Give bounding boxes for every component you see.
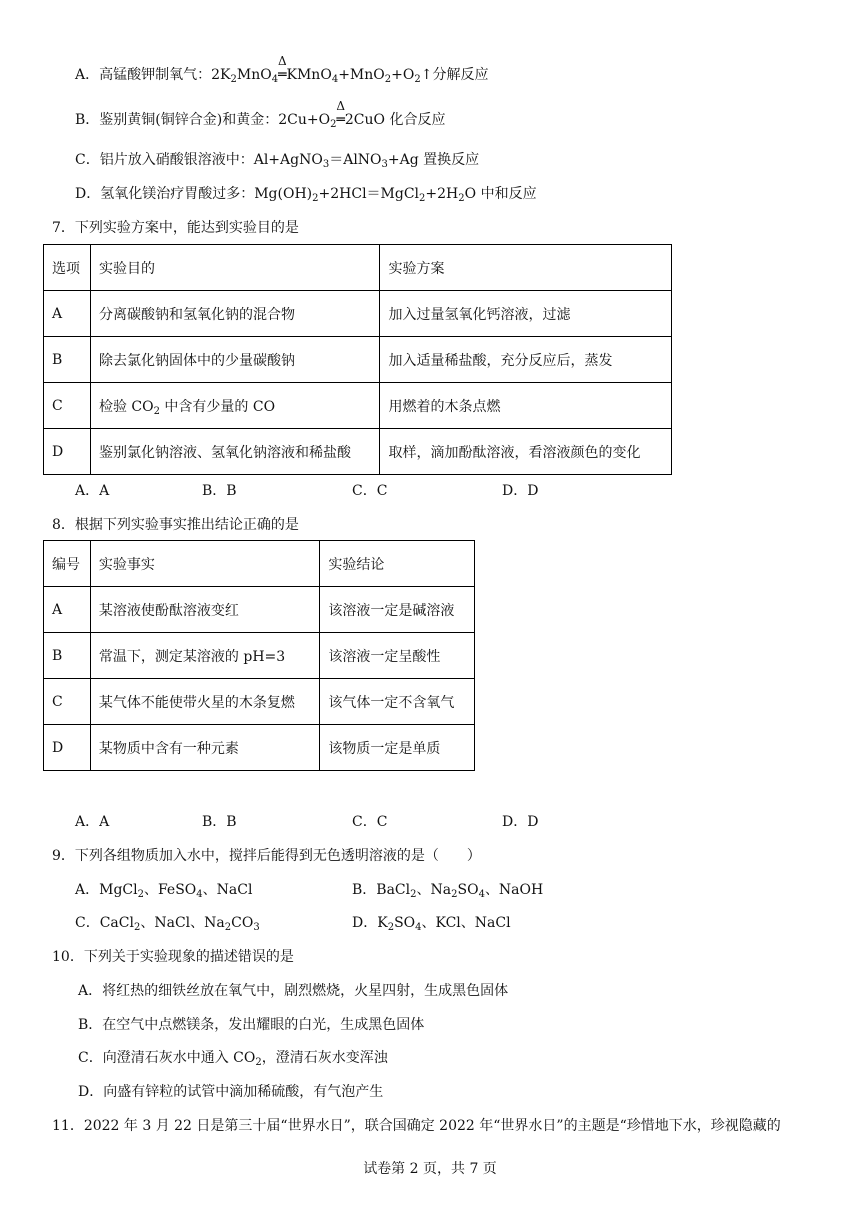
q6-option-d: D．氢氧化镁治疗胃酸过多：$Mg(OH)_2+2HCl=MgCl_2+2H_2O$ 中和反应	[75, 186, 537, 204]
table-cell: 加入过量氢氧化钙溶液，过滤	[380, 291, 672, 337]
q9-stem: 9．下列各组物质加入水中，搅拌后能得到无色透明溶液的是（ ）	[52, 848, 481, 864]
table-row	[44, 541, 475, 587]
q6-option-a: A．高锰酸钾制氧气：$2K_2MnO_4$ Δ $═KMnO_4+MnO_2+O_2↑$分解反应	[75, 54, 489, 85]
q10-option-c: C．向澄清石灰水中通入 $CO_2$，澄清石灰水变浑浊	[78, 1050, 388, 1068]
table-row	[44, 633, 475, 679]
table-row	[44, 679, 475, 725]
table-cell: 取样，滴加酚酞溶液，看溶液颜色的变化	[380, 429, 672, 475]
table-cell: 分离碳酸钠和氢氧化钠的混合物	[90, 291, 380, 337]
table-row	[44, 429, 672, 475]
q7-option: C．C	[352, 483, 388, 499]
q6-option-b: B．鉴别黄铜(铜锌合金)和黄金：$2Cu+O_2$ Δ ═2CuO 化合反应	[75, 99, 446, 130]
table-row	[44, 383, 672, 429]
table-header: 实验目的	[90, 245, 380, 291]
table-header: 实验结论	[320, 541, 475, 587]
q10-option-b: B．在空气中点燃镁条，发出耀眼的白光，生成黑色固体	[78, 1017, 425, 1033]
table-cell: C	[44, 679, 91, 725]
table-header: 实验方案	[380, 245, 672, 291]
q9-option-b: B．BaCl$_2$、$Na_2SO_4$、NaOH	[352, 882, 544, 900]
table-cell: 该气体一定不含氧气	[320, 679, 475, 725]
q10-option-a: A．将红热的细铁丝放在氧气中，剧烈燃烧，火星四射，生成黑色固体	[78, 983, 509, 999]
q8-option: C．C	[352, 814, 388, 830]
q9-option-d: D．$K_2SO_4$、KCl、NaCl	[352, 915, 511, 933]
page-footer: 试卷第 2 页，共 7 页	[363, 1161, 497, 1177]
table-cell: D	[44, 725, 91, 771]
q7-option: B．B	[202, 483, 237, 499]
table-header: 编号	[44, 541, 91, 587]
table-cell: A	[44, 291, 91, 337]
table-cell: 鉴别氯化钠溶液、氢氧化钠溶液和稀盐酸	[90, 429, 380, 475]
q9-option-c: C．CaCl$_2$、NaCl、$Na_2CO_3$	[75, 915, 260, 933]
table-cell: 某溶液使酚酞溶液变红	[90, 587, 319, 633]
table-row	[44, 291, 672, 337]
q7-option: A．A	[75, 483, 110, 499]
q7-stem: 7．下列实验方案中，能达到实验目的是	[52, 220, 299, 236]
q8-stem: 8．根据下列实验事实推出结论正确的是	[52, 517, 299, 533]
q8-table	[43, 540, 475, 771]
table-cell: 用燃着的木条点燃	[380, 383, 672, 429]
q10-stem: 10．下列关于实验现象的描述错误的是	[52, 949, 294, 965]
table-row	[44, 245, 672, 291]
q8-option: B．B	[202, 814, 237, 830]
table-cell: A	[44, 587, 91, 633]
q9-option-a: A．MgCl$_2$、FeSO$_4$、NaCl	[75, 882, 253, 900]
table-cell: 该物质一定是单质	[320, 725, 475, 771]
table-cell: 该溶液一定呈酸性	[320, 633, 475, 679]
q7-table	[43, 244, 672, 475]
table-cell: 加入适量稀盐酸，充分反应后，蒸发	[380, 337, 672, 383]
q6-option-c: C．铝片放入硝酸银溶液中：Al+AgNO$_3$＝AlNO$_3$+Ag 置换反应	[75, 152, 480, 170]
table-row	[44, 337, 672, 383]
table-cell: D	[44, 429, 91, 475]
table-cell: 常温下，测定某溶液的 pH=3	[90, 633, 319, 679]
table-header: 选项	[44, 245, 91, 291]
table-cell: B	[44, 633, 91, 679]
table-row	[44, 587, 475, 633]
q10-option-d: D．向盛有锌粒的试管中滴加稀硫酸，有气泡产生	[78, 1084, 384, 1100]
q8-option: D．D	[502, 814, 539, 830]
table-cell: B	[44, 337, 91, 383]
table-row	[44, 725, 475, 771]
table-cell: 该溶液一定是碱溶液	[320, 587, 475, 633]
q8-option: A．A	[75, 814, 110, 830]
table-cell: 某物质中含有一种元素	[90, 725, 319, 771]
q11-stem: 11．2022 年 3 月 22 日是第三十届“世界水日”，联合国确定 2022 年“世界水日”的主题是“珍惜地下水，珍视隐藏的	[52, 1118, 781, 1134]
table-cell: 某气体不能使带火星的木条复燃	[90, 679, 319, 725]
table-cell: 检验 $CO_2$ 中含有少量的 CO	[90, 383, 380, 429]
q7-option: D．D	[502, 483, 539, 499]
table-cell: C	[44, 383, 91, 429]
table-header: 实验事实	[90, 541, 319, 587]
table-cell: 除去氯化钠固体中的少量碳酸钠	[90, 337, 380, 383]
